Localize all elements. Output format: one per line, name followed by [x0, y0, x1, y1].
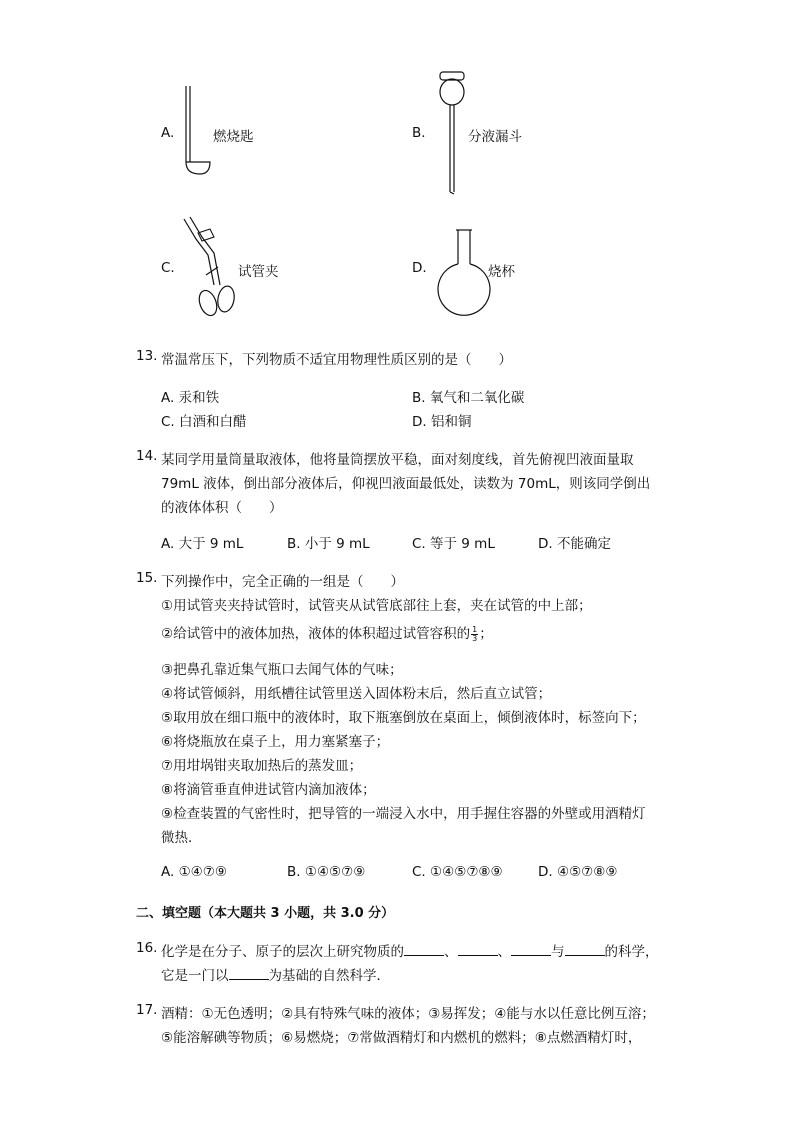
q16-text-6: 它是一门以: [161, 968, 229, 984]
q12-option-c-letter: C.: [161, 260, 175, 276]
q14-option-a: A. 大于 9 mL: [161, 536, 244, 552]
section-heading: 二、填空题（本大题共 3 小题，共 3.0 分）: [136, 906, 395, 921]
answer-blank-2[interactable]: [458, 943, 498, 956]
q15-option-b: B. ①④⑤⑦⑨: [287, 864, 366, 880]
separatory-funnel-icon: [434, 70, 470, 196]
q15-item-2: [161, 622, 493, 643]
q15-item-5: ⑤取用放在细口瓶中的液体时，取下瓶塞倒放在桌面上，倾倒液体时，标签向下；: [161, 710, 646, 726]
q14-line-1: 某同学用量筒量取液体，他将量筒摆放平稳，面对刻度线，首先俯视凹液面量取: [161, 452, 634, 468]
q16-text-1: 化学是在分子、原子的层次上研究物质的: [161, 944, 404, 960]
q16-text-2: 、: [444, 944, 458, 960]
q14-option-d: D. 不能确定: [538, 536, 611, 552]
q15-item-1: ①用试管夹夹持试管时，试管夹从试管底部往上套，夹在试管的中上部；: [161, 598, 592, 614]
q13-option-c: C. 白酒和白醋: [161, 414, 247, 430]
q17-number: 17.: [136, 1002, 158, 1018]
q15-item-3: ③把鼻孔靠近集气瓶口去闻气体的气味；: [161, 662, 403, 678]
q17-line-2: ⑤能溶解碘等物质；⑥易燃烧；⑦常做酒精灯和内燃机的燃料；⑧点燃酒精灯时，: [161, 1030, 642, 1046]
q12-option-d-label: 烧杯: [488, 264, 515, 280]
round-bottom-flask-icon: [436, 228, 492, 312]
q17-line-1: 酒精：①无色透明；②具有特殊气味的液体；③易挥发；④能与水以任意比例互溶；: [161, 1006, 655, 1022]
q16-line-2: [161, 964, 390, 984]
q16-text-3: 、: [497, 944, 511, 960]
q14-line-2: 79mL 液体，倒出部分液体后，仰视凹液面最低处，读数为 70mL，则该同学倒出: [161, 476, 651, 492]
q16-number: 16.: [136, 940, 158, 956]
q16-text-5: 的科学，: [604, 944, 659, 960]
q12-option-d-letter: D.: [412, 260, 427, 276]
fraction: [471, 626, 478, 643]
test-tube-holder-icon: [180, 215, 240, 320]
q12-option-b-label: 分液漏斗: [468, 129, 522, 145]
q16-text-7: 为基础的自然科学．: [268, 968, 390, 984]
q12-option-c-label: 试管夹: [238, 264, 279, 280]
q14-option-b: B. 小于 9 mL: [287, 536, 370, 552]
q15-option-a: A. ①④⑦⑨: [161, 864, 227, 880]
q16-text-4: 与: [551, 944, 565, 960]
combustion-spoon-icon: [180, 86, 216, 178]
fraction-numerator: 1: [472, 624, 478, 634]
q15-stem: 下列操作中，完全正确的一组是（ ）: [161, 574, 404, 590]
q15-item-7: ⑦用坩埚钳夹取加热后的蒸发皿；: [161, 758, 363, 774]
q15-item-9-cont: 微热．: [161, 830, 202, 846]
q13-option-b: B. 氧气和二氧化碳: [412, 390, 525, 406]
q12-option-b-letter: B.: [412, 125, 426, 141]
q14-line-3: 的液体体积（ ）: [161, 500, 283, 516]
q16-line-1: [161, 940, 659, 960]
q15-item-6: ⑥将烧瓶放在桌子上，用力塞紧塞子；: [161, 734, 390, 750]
q15-item-2-text: ②给试管中的液体加热，液体的体积超过试管容积的: [161, 626, 471, 642]
q15-item-4: ④将试管倾斜，用纸槽往试管里送入固体粉末后，然后直立试管；: [161, 686, 552, 702]
q14-number: 14.: [136, 448, 158, 464]
answer-blank-4[interactable]: [565, 943, 605, 956]
answer-blank-3[interactable]: [511, 943, 551, 956]
q12-option-a-letter: A.: [161, 125, 175, 141]
q14-option-c: C. 等于 9 mL: [412, 536, 495, 552]
q15-option-c: C. ①④⑤⑦⑧⑨: [412, 864, 503, 880]
q13-number: 13.: [136, 348, 158, 364]
q13-option-a: A. 汞和铁: [161, 390, 220, 406]
q15-number: 15.: [136, 570, 158, 586]
q15-option-d: D. ④⑤⑦⑧⑨: [538, 864, 618, 880]
fraction-denominator: 3: [472, 633, 478, 643]
q12-option-a-label: 燃烧匙: [213, 129, 254, 145]
answer-blank-1[interactable]: [404, 943, 444, 956]
q15-item-2-end: ；: [479, 626, 493, 642]
q13-option-d: D. 铝和铜: [412, 414, 472, 430]
q15-item-9: ⑨检查装置的气密性时，把导管的一端浸入水中，用手握住容器的外壁或用酒精灯: [161, 806, 646, 822]
answer-blank-5[interactable]: [229, 967, 269, 980]
q15-item-8: ⑧将滴管垂直伸进试管内滴加液体；: [161, 782, 376, 798]
q13-stem: 常温常压下，下列物质不适宜用物理性质区别的是（ ）: [161, 352, 512, 368]
